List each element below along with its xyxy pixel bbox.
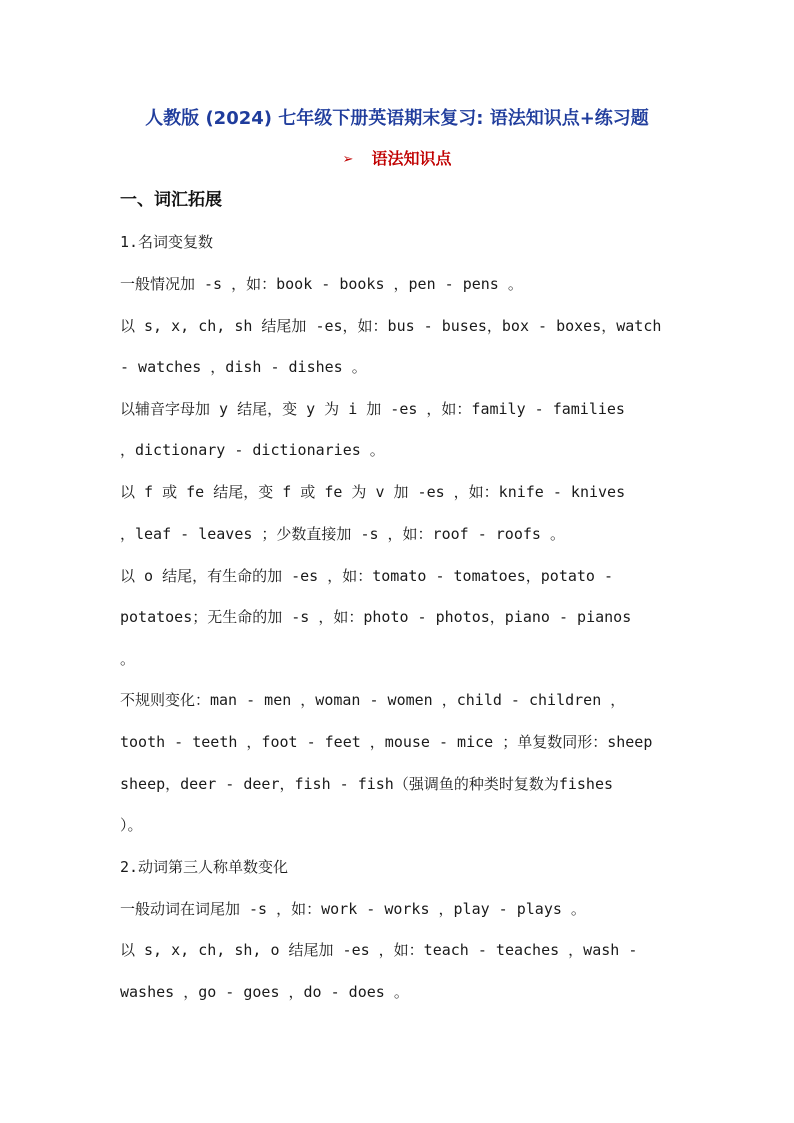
text-line: sheep，deer - deer，fish - fish（强调鱼的种类时复数为fishes [120,775,614,793]
arrow-bullet-icon: ➢ [342,152,354,167]
text-line: ）。 [120,816,143,834]
text-line: 2.动词第三人称单数变化 [120,858,289,876]
text-line: ，dictionary - dictionaries 。 [120,441,385,459]
text-line: - watches ，dish - dishes 。 [120,358,367,376]
section-title: 一、词汇拓展 [120,190,222,210]
text-line: 不规则变化：man - men ，woman - women ，child - children ， [120,691,626,709]
text-line: 以辅音字母加 y 结尾，变 y 为 i 加 -es ，如：family - families [120,400,625,418]
text-line: potatoes；无生命的加 -s ，如：photo - photos，piano - pianos [120,608,632,626]
text-line: 以 s, x, ch, sh, o 结尾加 -es ，如：teach - teaches ，wash - [120,941,638,959]
text-line: 一般动词在词尾加 -s ，如：work - works ，play - plays 。 [120,900,586,918]
text-line: 以 f 或 fe 结尾，变 f 或 fe 为 v 加 -es ，如：knife - knives [120,483,626,501]
document-title: 人教版 (2024) 七年级下册英语期末复习: 语法知识点+练习题 [145,108,649,129]
text-line: 1.名词变复数 [120,233,214,251]
subtitle-text: 语法知识点 [371,149,452,168]
section-heading-grammar [0,147,794,172]
text-line: tooth - teeth ，foot - feet ，mouse - mice ；单复数同形：sheep [120,733,653,751]
text-line: washes ，go - goes ，do - does 。 [120,983,409,1001]
text-line: 以 o 结尾，有生命的加 -es ，如：tomato - tomatoes，potato - [120,567,614,585]
text-line: 一般情况加 -s ，如：book - books ，pen - pens 。 [120,275,523,293]
text-line: 。 [120,650,136,668]
text-line: 以 s, x, ch, sh 结尾加 -es，如：bus - buses，box - boxes，watch [120,317,662,335]
text-line: ，leaf - leaves ；少数直接加 -s ，如：roof - roofs 。 [120,525,565,543]
